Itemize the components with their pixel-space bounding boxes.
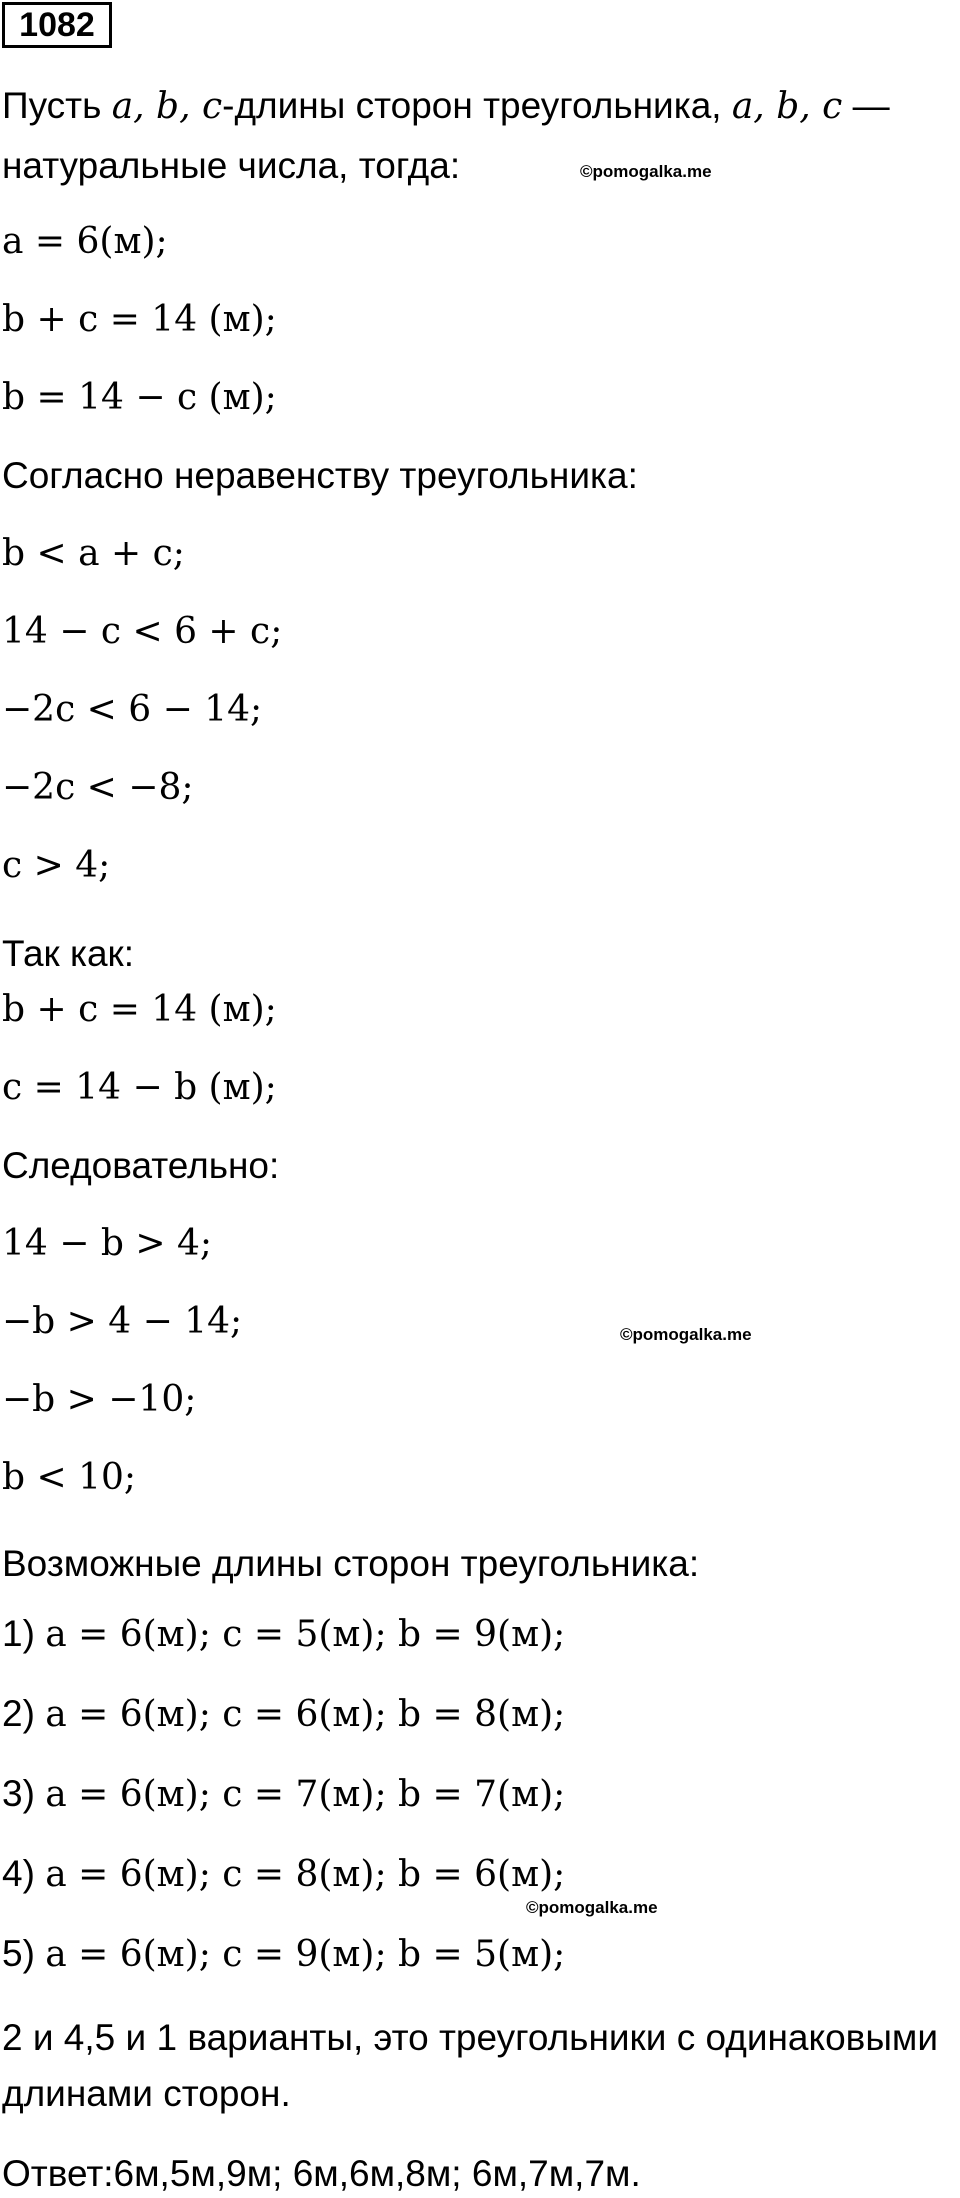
therefore-step: −b > −10;	[2, 1379, 197, 1420]
option-number: 5)	[2, 1933, 35, 1974]
options-heading: Возможные длины сторон треугольника:	[2, 1543, 700, 1584]
option-number: 1)	[2, 1613, 35, 1654]
option-line	[2, 1610, 565, 1658]
option-line	[2, 1850, 565, 1898]
option-number: 4)	[2, 1853, 35, 1894]
intro-text-1: Пусть	[2, 85, 112, 126]
inequality-step: b < a + c;	[2, 533, 185, 574]
intro-variables-1: a, b, c	[111, 86, 223, 127]
watermark-bottom: ©pomogalka.me	[526, 1898, 658, 1917]
therefore-step: 14 − b > 4;	[2, 1223, 212, 1264]
option-number: 2)	[2, 1693, 35, 1734]
option-line	[2, 1930, 565, 1978]
given-line: a = 6(м);	[2, 221, 168, 262]
problem-number: 1082	[2, 2, 112, 48]
inequality-step: 14 − c < 6 + c;	[2, 611, 283, 652]
option-expression: a = 6(м); c = 7(м); b = 7(м);	[45, 1774, 566, 1815]
option-number: 3)	[2, 1773, 35, 1814]
therefore-step: b < 10;	[2, 1457, 137, 1498]
inequality-step: −2c < 6 − 14;	[2, 689, 263, 730]
watermark-middle: ©pomogalka.me	[620, 1325, 752, 1344]
intro-line-1	[2, 82, 890, 130]
option-expression: a = 6(м); c = 8(м); b = 6(м);	[45, 1854, 566, 1895]
since-step: c = 14 − b (м);	[2, 1067, 277, 1108]
watermark-top: ©pomogalka.me	[580, 162, 712, 181]
intro-line-2: натуральные числа, тогда:	[2, 145, 461, 186]
intro-text-2: -длины сторон треугольника,	[222, 85, 732, 126]
intro-text-3: —	[842, 85, 890, 126]
inequality-heading: Согласно неравенству треугольника:	[2, 455, 638, 496]
option-line	[2, 1690, 565, 1738]
inequality-step: c > 4;	[2, 845, 111, 886]
note-line-2: длинами сторон.	[2, 2073, 291, 2114]
answer-line: Ответ:6м,5м,9м; 6м,6м,8м; 6м,7м,7м.	[2, 2153, 641, 2194]
option-line	[2, 1770, 565, 1818]
inequality-step: −2c < −8;	[2, 767, 194, 808]
given-line: b + c = 14 (м);	[2, 299, 277, 340]
option-expression: a = 6(м); c = 5(м); b = 9(м);	[45, 1614, 566, 1655]
intro-variables-2: a, b, c	[731, 86, 843, 127]
therefore-step: −b > 4 − 14;	[2, 1301, 243, 1342]
option-expression: a = 6(м); c = 6(м); b = 8(м);	[45, 1694, 566, 1735]
since-heading: Так как:	[2, 933, 135, 974]
option-expression: a = 6(м); c = 9(м); b = 5(м);	[45, 1934, 566, 1975]
note-line-1: 2 и 4,5 и 1 варианты, это треугольники с одинаковыми	[2, 2017, 939, 2058]
therefore-heading: Следовательно:	[2, 1145, 280, 1186]
given-line: b = 14 − c (м);	[2, 377, 277, 418]
since-step: b + c = 14 (м);	[2, 989, 277, 1030]
